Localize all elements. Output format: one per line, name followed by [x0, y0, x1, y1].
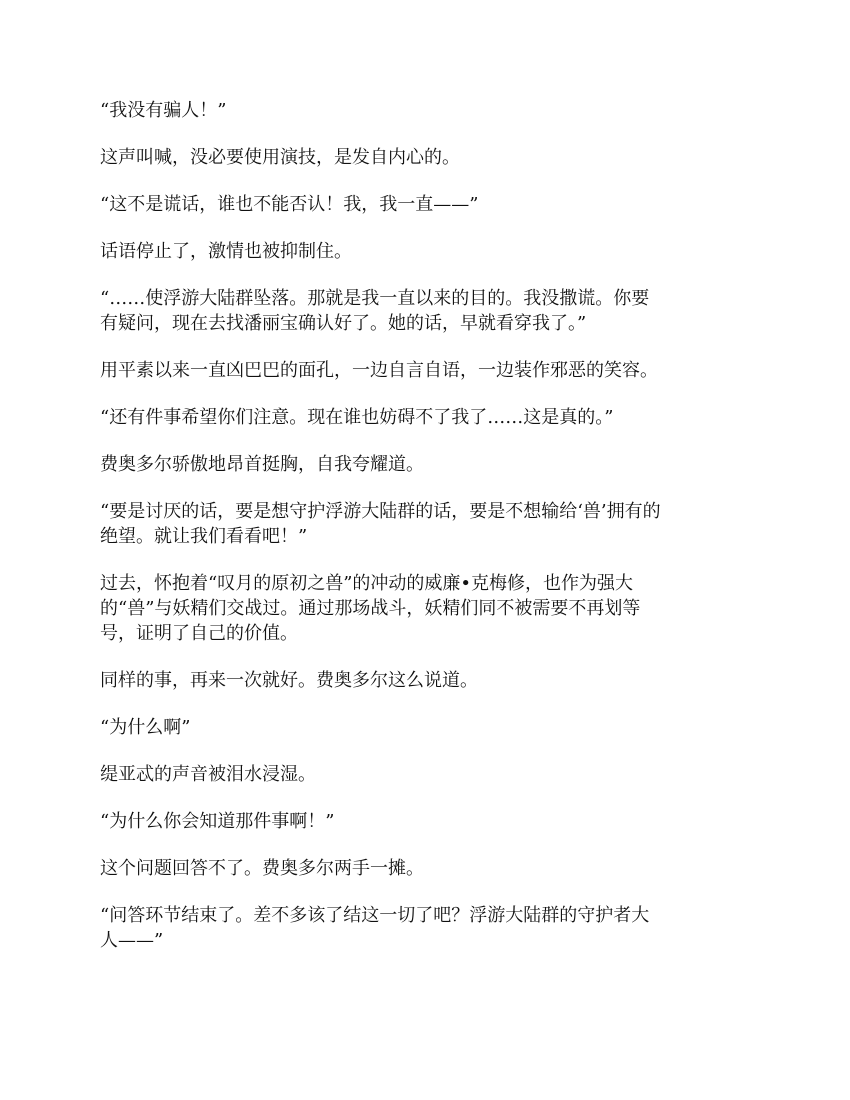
paragraph-3: “这不是谎话，谁也不能否认！我，我一直——” — [100, 194, 479, 215]
paragraph-11: 同样的事，再来一次就好。费奥多尔这么说道。 — [100, 670, 478, 691]
paragraph-14: “为什么你会知道那件事啊！” — [100, 811, 335, 832]
paragraph-1: “我没有骗人！” — [100, 100, 227, 121]
paragraph-9: “要是讨厌的话，要是想守护浮游大陆群的话，要是不想输给‘兽’拥有的 绝望。就让我们看看吧！” — [100, 501, 661, 547]
paragraph-7: “还有件事希望你们注意。现在谁也妨碍不了我了……这是真的。” — [100, 407, 614, 428]
paragraph-12: “为什么啊” — [100, 717, 191, 738]
paragraph-8: 费奥多尔骄傲地昂首挺胸，自我夸耀道。 — [100, 454, 424, 475]
paragraph-16: “问答环节结束了。差不多该了结这一切了吧？浮游大陆群的守护者大 人——” — [100, 905, 650, 951]
paragraph-6: 用平素以来一直凶巴巴的面孔，一边自言自语，一边装作邪恶的笑容。 — [100, 360, 658, 381]
paragraph-4: 话语停止了，激情也被抑制住。 — [100, 241, 352, 262]
paragraph-5: “……使浮游大陆群坠落。那就是我一直以来的目的。我没撒谎。你要 有疑问，现在去找潘丽宝确认好了。她的话，早就看穿我了。” — [100, 288, 650, 334]
paragraph-10: 过去，怀抱着“叹月的原初之兽”的冲动的威廉•克梅修，也作为强大 的“兽”与妖精们交战过。通过那场战斗，妖精们同不被需要不再划等 号，证明了自己的价值。 — [100, 573, 641, 644]
paragraph-2: 这声叫喊，没必要使用演技，是发自内心的。 — [100, 147, 460, 168]
paragraph-15: 这个问题回答不了。费奥多尔两手一摊。 — [100, 858, 424, 879]
paragraph-13: 缇亚忒的声音被泪水浸湿。 — [100, 764, 316, 785]
